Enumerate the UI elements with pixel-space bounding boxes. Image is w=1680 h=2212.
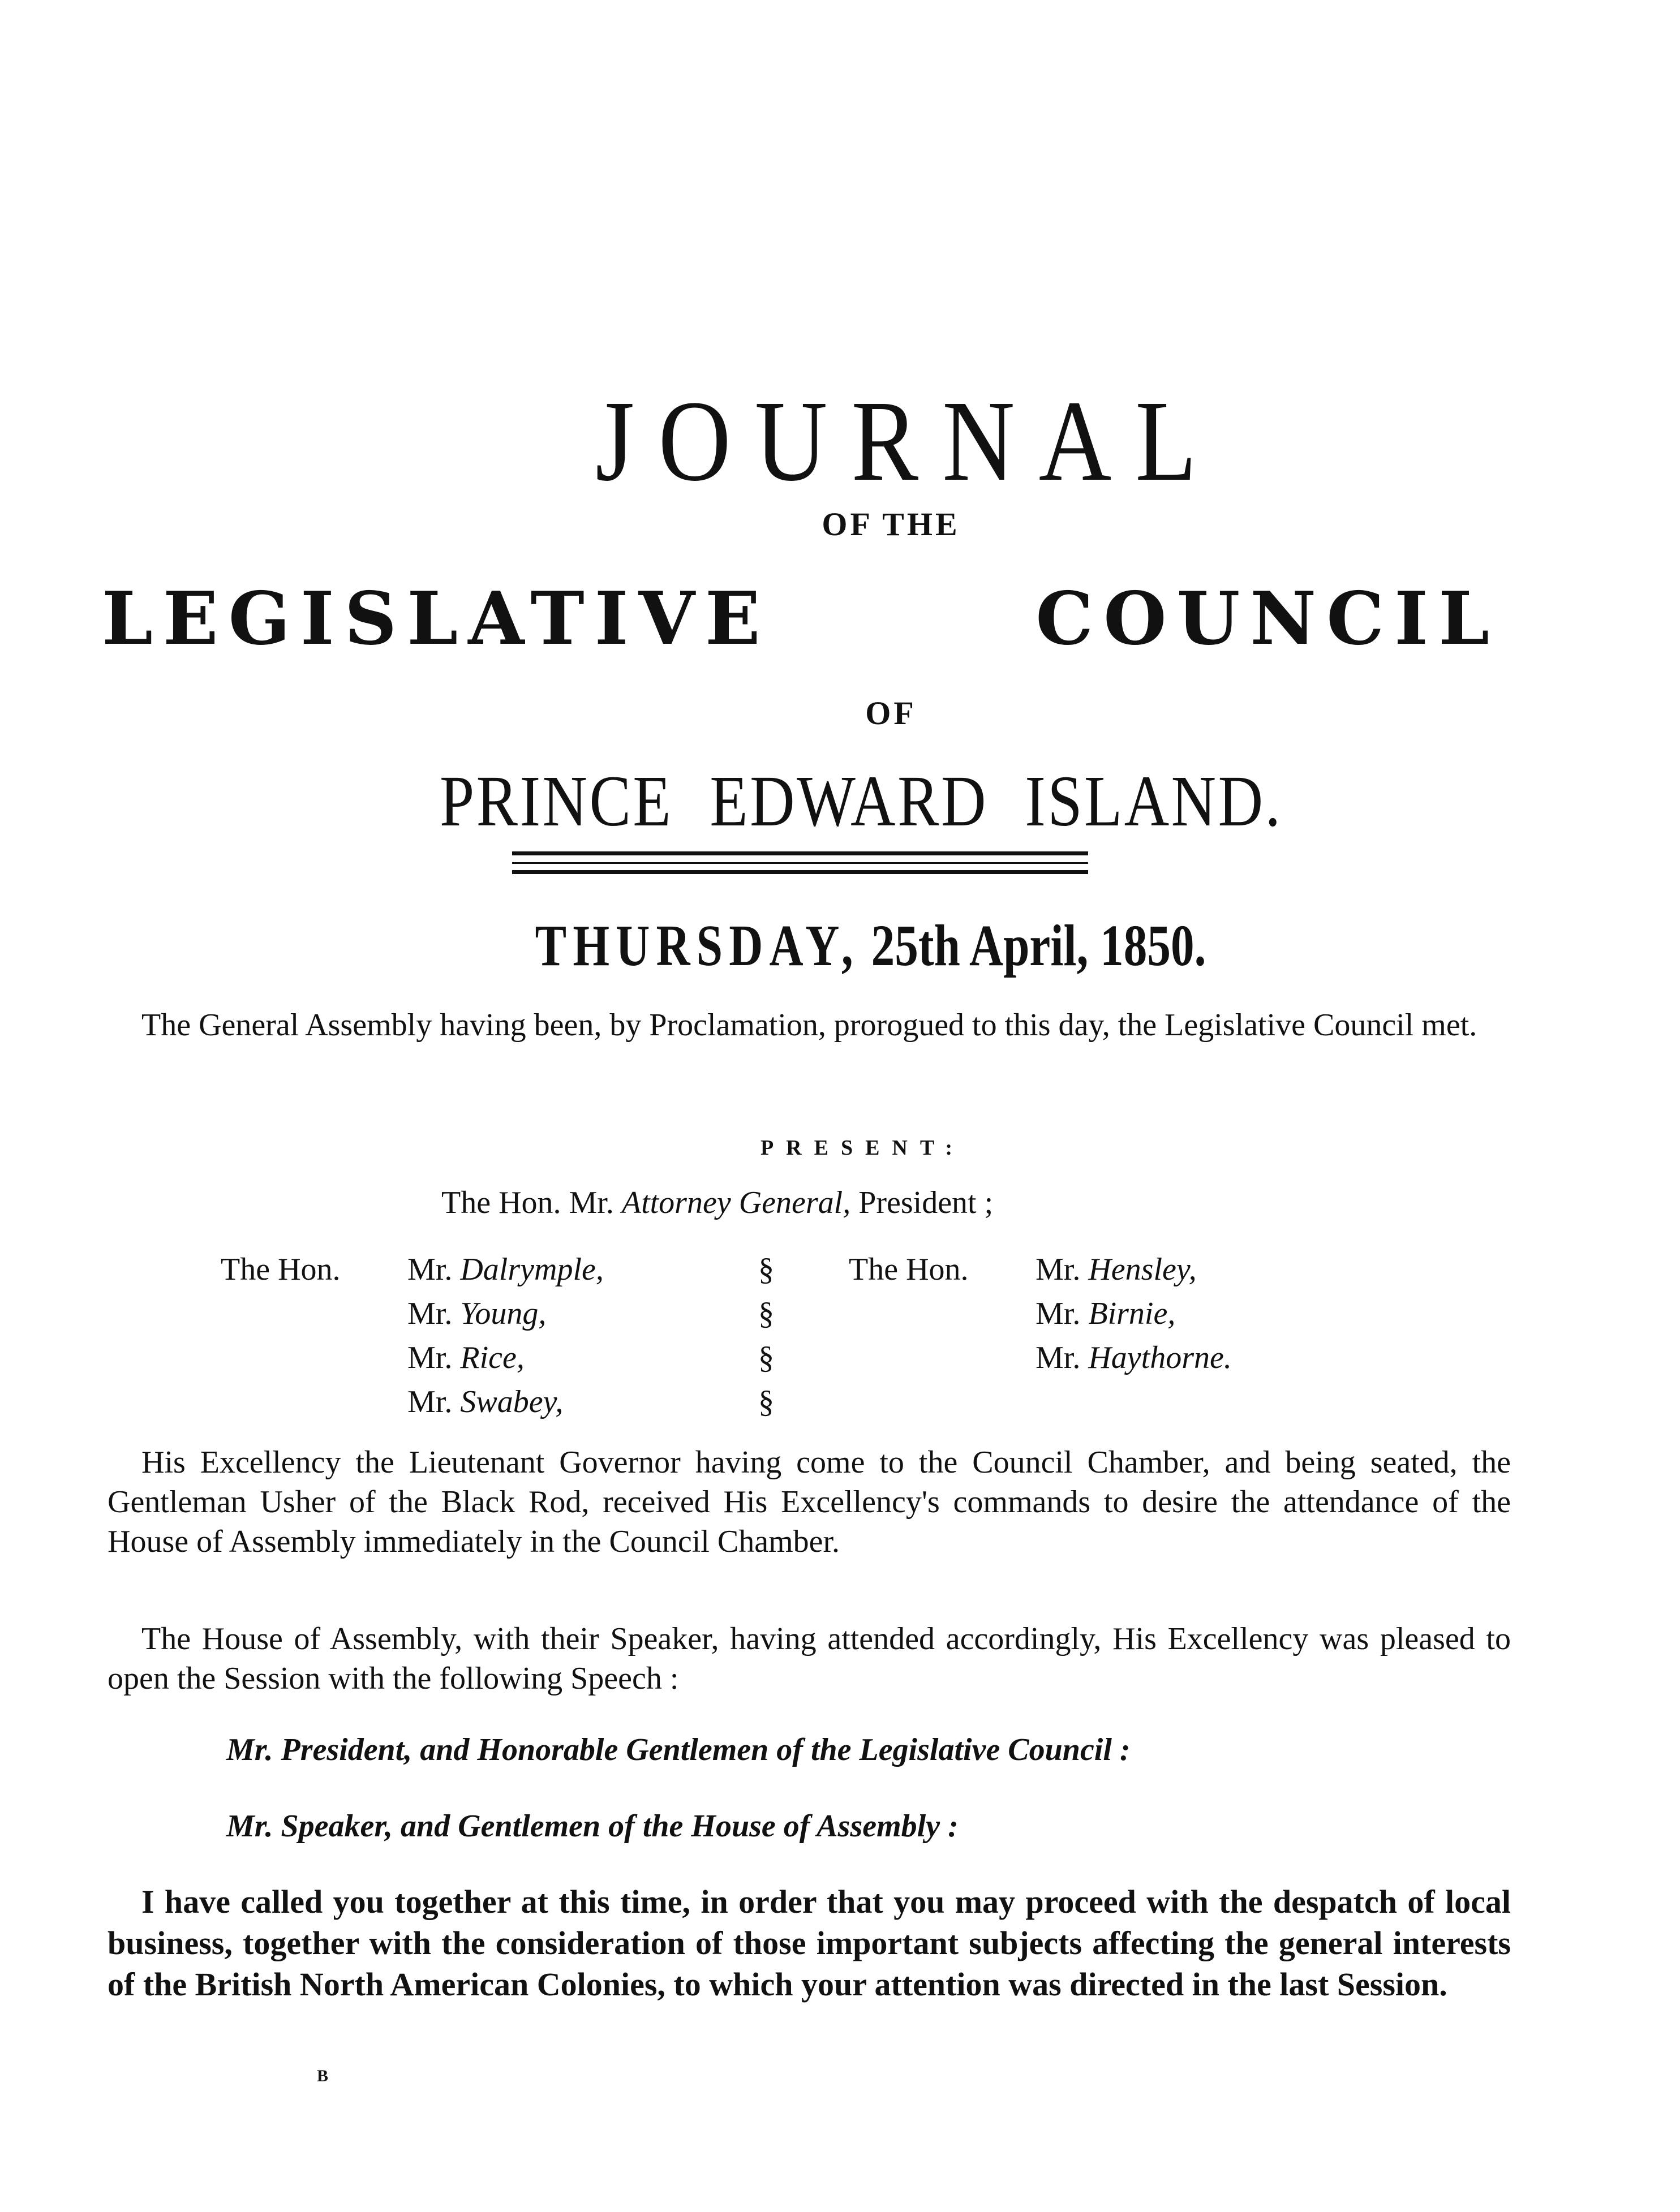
member-row [221, 1247, 604, 1292]
assembly-paragraph [108, 1619, 1511, 1698]
member-title: Mr. [407, 1296, 453, 1331]
salutation-council: Mr. President, and Honorable Gentlemen of the Legislative Council : [226, 1732, 1131, 1767]
member-row [849, 1247, 1232, 1292]
section-mark: § [758, 1340, 774, 1375]
title-rule-top [512, 851, 1088, 855]
member-title: Mr. [407, 1384, 453, 1419]
title-legislative: LEGISLATIVE [102, 576, 771, 661]
speech-paragraph [108, 1881, 1511, 2005]
member-row [221, 1292, 604, 1336]
members-right-column [849, 1247, 1232, 1380]
governor-paragraph [108, 1443, 1511, 1561]
member-row [221, 1380, 604, 1424]
section-mark: § [758, 1252, 774, 1287]
member-name: Swabey, [460, 1384, 564, 1419]
session-date [171, 913, 1542, 978]
member-title: Mr. [1036, 1252, 1081, 1287]
date-rest: 25th April, 1850. [871, 913, 1206, 978]
title-of: OF [865, 695, 917, 731]
member-name: Young, [460, 1296, 547, 1331]
title-legislative-council [102, 576, 1499, 661]
member-prefix: The Hon. [221, 1252, 341, 1287]
salutation-assembly: Mr. Speaker, and Gentlemen of the House of Assembly : [226, 1809, 959, 1844]
member-title: Mr. [407, 1340, 453, 1375]
member-row [221, 1336, 604, 1380]
member-name: Hensley, [1088, 1252, 1197, 1287]
title-journal: JOURNAL [595, 376, 1221, 505]
governor-paragraph-text: His Excellency the Lieutenant Governor having come to the Council Chamber, and being seated, the Gentleman Usher of the Black Rod, received His Excellency's commands to desire the attendance of the House of Assembly immediately in the Council Chamber. [108, 1445, 1511, 1559]
member-row [849, 1292, 1232, 1336]
title-of-the: OF THE [822, 506, 960, 543]
date-day: THURSDAY, [535, 913, 860, 978]
member-row [849, 1336, 1232, 1380]
present-heading: PRESENT: [760, 1136, 965, 1160]
members-left-column [221, 1247, 604, 1424]
member-name: Birnie, [1088, 1296, 1176, 1331]
member-name: Rice, [460, 1340, 525, 1375]
member-prefix: The Hon. [849, 1252, 969, 1287]
title-province: PRINCE EDWARD ISLAND. [439, 761, 1283, 841]
assembly-paragraph-text: The House of Assembly, with their Speaker, having attended accordingly, His Excellency was pleased to open the Session with the following Speech : [108, 1621, 1511, 1696]
president-name: Attorney General, [621, 1185, 851, 1220]
president-prefix: The Hon. Mr. [441, 1185, 614, 1220]
signature-mark: B [317, 2067, 329, 2085]
member-name: Haythorne. [1088, 1340, 1232, 1375]
section-mark: § [758, 1296, 774, 1331]
title-rule-bottom [512, 870, 1088, 874]
section-marks-column [758, 1247, 774, 1424]
member-title: Mr. [1036, 1296, 1081, 1331]
opening-paragraph-text: The General Assembly having been, by Proclamation, prorogued to this day, the Legislative Council met. [141, 1008, 1477, 1043]
member-name: Dalrymple, [460, 1252, 604, 1287]
president-line [441, 1187, 993, 1219]
speech-paragraph-text: I have called you together at this time, in order that you may proceed with the despatch of local business, together with the consideration of those important subjects affecting the general interests of the British North American Colonies, to which your attention was directed in the last Session. [108, 1883, 1511, 2003]
member-title: Mr. [1036, 1340, 1081, 1375]
member-title: Mr. [407, 1252, 453, 1287]
president-suffix: President ; [858, 1185, 994, 1220]
opening-paragraph [108, 1005, 1511, 1045]
section-mark: § [758, 1384, 774, 1419]
title-council: COUNCIL [1036, 576, 1499, 661]
title-rule-middle [512, 862, 1088, 864]
